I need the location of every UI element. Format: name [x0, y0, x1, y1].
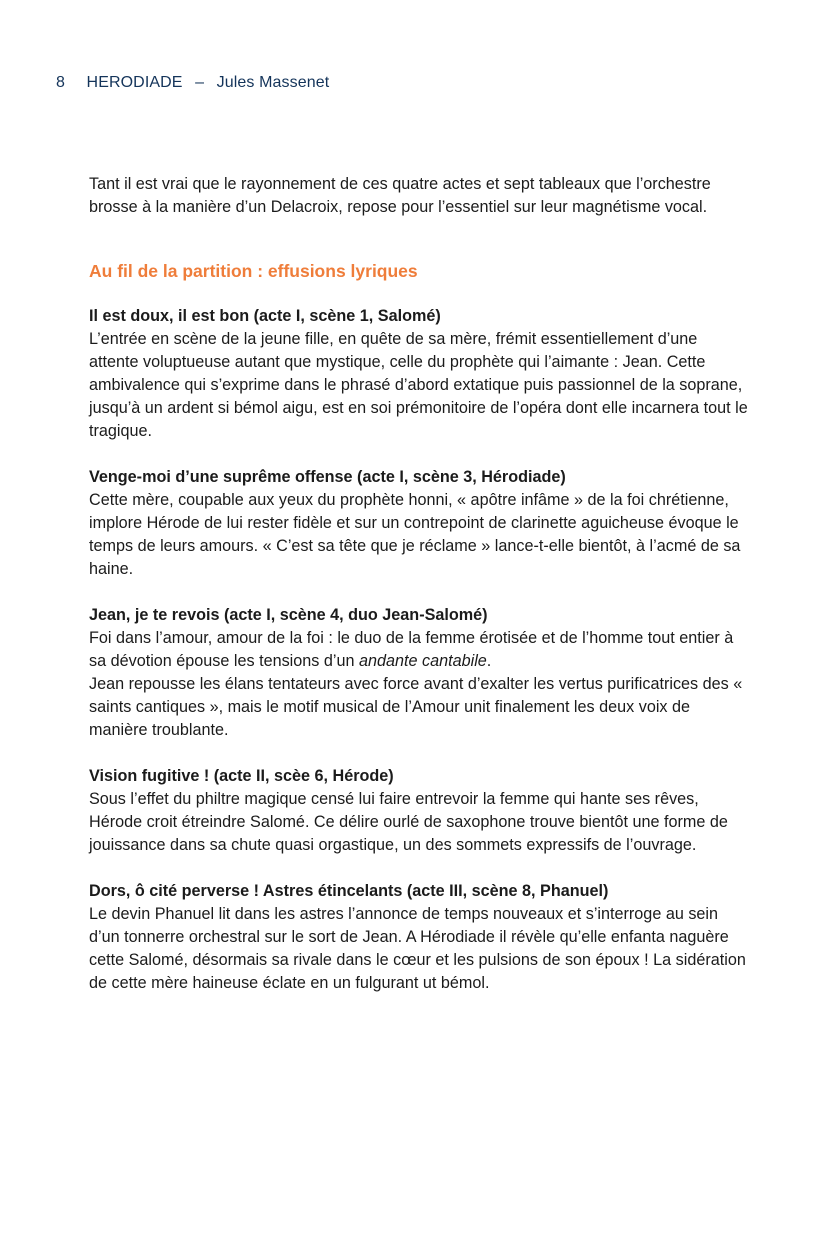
aria-entry — [89, 765, 749, 857]
section-heading: Au fil de la partition : effusions lyriques — [89, 261, 418, 281]
aria-title: Jean, je te revois (acte I, scène 4, duo Jean-Salomé) — [89, 606, 488, 624]
aria-title: Vision fugitive ! (acte II, scèe 6, Hérode) — [89, 767, 394, 785]
aria-entry — [89, 466, 749, 581]
aria-entry — [89, 305, 749, 443]
aria-description: Le devin Phanuel lit dans les astres l’annonce de temps nouveaux et s’interroge au sein d’un tonnerre orchestral sur le sort de Jean. A Hérodiade il révèle qu’elle enfanta naguère cette Salomé, désormais sa rivale dans le cœur et les pulsions de son époux ! La sidération de cette mère haineuse éclate en un fulgurant ut bémol. — [89, 905, 746, 992]
aria-title: Venge-moi d’une suprême offense (acte I, scène 3, Hérodiade) — [89, 468, 566, 486]
aria-description: Cette mère, coupable aux yeux du prophète honni, « apôtre infâme » de la foi chrétienne, implore Hérode de lui rester fidèle et sur un contrepoint de clarinette aguicheuse évoque le temps de leurs amours. « C’est sa tête que je réclame » lance-t-elle bientôt, à l’acmé de sa haine. — [89, 491, 741, 578]
aria-entry — [89, 604, 749, 742]
aria-description — [89, 627, 749, 673]
header-separator: – — [195, 74, 205, 91]
intro-paragraph: Tant il est vrai que le rayonnement de ces quatre actes et sept tableaux que l’orchestre brosse à la manière d’un Delacroix, repose pour l’essentiel sur leur magnétisme vocal. — [89, 175, 711, 216]
aria-entry — [89, 880, 749, 995]
aria-description: L’entrée en scène de la jeune fille, en quête de sa mère, frémit essentiellement d’une attente voluptueuse autant que mystique, celle du prophète qui l’aimante : Jean. Cette ambivalence qui s’exprime dans le phrasé d’abord extatique puis passionnel de la soprane, jusqu’à un ardent si bémol aigu, est en soi prémonitoire de l’opéra dont elle incarnera tout le tragique. — [89, 330, 748, 440]
header-title: HERODIADE — [86, 74, 183, 91]
header-composer: Jules Massenet — [216, 74, 330, 91]
aria-description-end: . — [486, 652, 492, 670]
running-header — [56, 72, 329, 94]
aria-description: Sous l’effet du philtre magique censé lui faire entrevoir la femme qui hante ses rêves, Hérode croit étreindre Salomé. Ce délire ourlé de saxophone trouve bientôt une forme de jouissance dans sa chute quasi orgastique, un des sommets expressifs de l’ouvrage. — [89, 790, 728, 854]
aria-title: Il est doux, il est bon (acte I, scène 1, Salomé) — [89, 307, 441, 325]
aria-title: Dors, ô cité perverse ! Astres étincelants (acte III, scène 8, Phanuel) — [89, 882, 609, 900]
aria-description-continued: Jean repousse les élans tentateurs avec force avant d’exalter les vertus purificatrices des « saints cantiques », mais le motif musical de l’Amour unit finalement les deux voix de manière troublante. — [89, 675, 743, 739]
aria-description-text: Foi dans l’amour, amour de la foi : le duo de la femme érotisée et de l’homme tout entier à sa dévotion épouse les tensions d’un — [89, 629, 734, 670]
tempo-marking: andante cantabile — [358, 652, 487, 670]
page-number: 8 — [56, 74, 65, 91]
main-content — [89, 173, 749, 1018]
